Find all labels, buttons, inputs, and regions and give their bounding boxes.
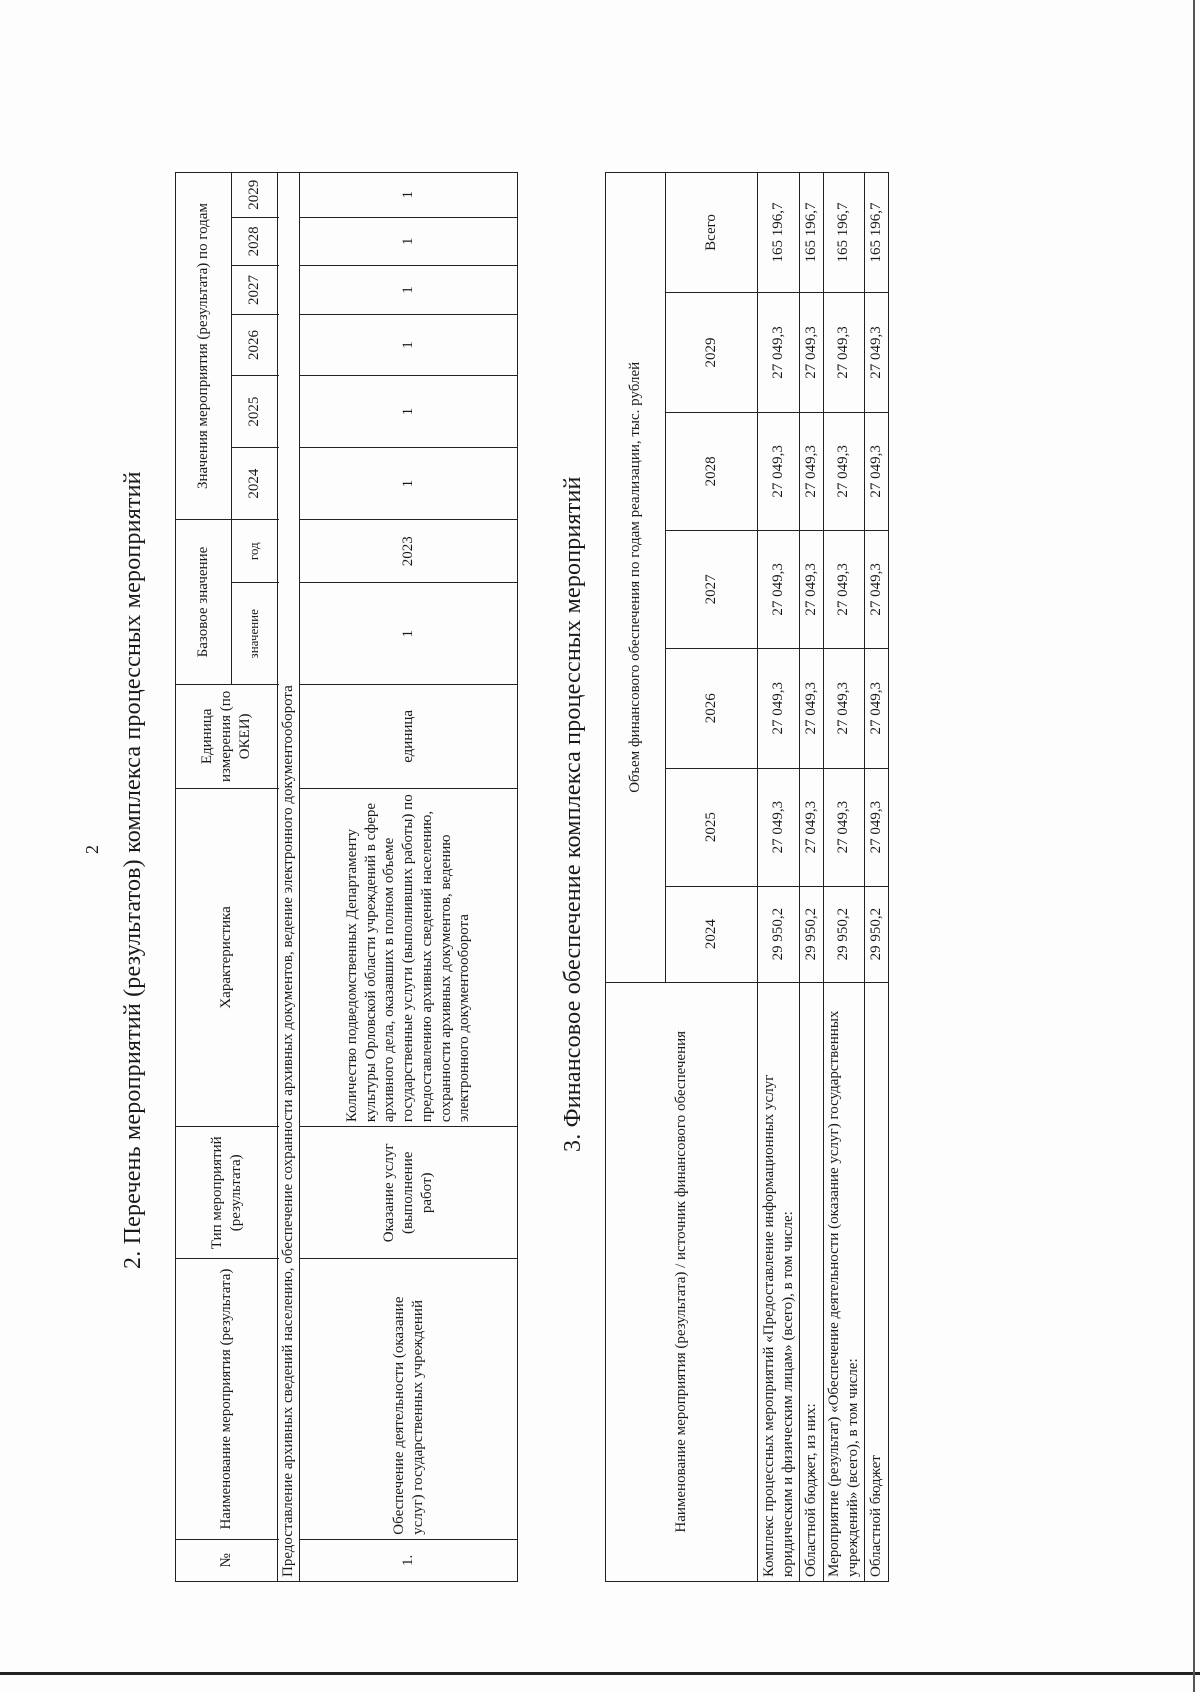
fin-header-volume: Объем финансового обеспечения по годам реализации, тыс. рублей [606, 173, 666, 983]
fin-row-value: 27 049,3 [824, 768, 865, 886]
scan-edge-bottom [0, 1672, 1200, 1675]
fin-row-value: 27 049,3 [824, 293, 865, 413]
fin-row-name: Областной бюджет, из них: [800, 982, 824, 1581]
row-base-year: 2023 [300, 520, 518, 583]
fin-row-value: 27 049,3 [864, 293, 888, 413]
fin-row-name: Комплекс процессных мероприятий «Предоставление информационных услуг юридическим и физическим лицам» (всего), в том числе: [758, 982, 800, 1581]
header-year-2026: 2026 [232, 314, 278, 375]
fin-header-year-2024: 2024 [666, 886, 758, 982]
fin-header-year-2028: 2028 [666, 412, 758, 530]
row-value-2024: 1 [300, 448, 518, 520]
row-num: 1. [300, 1539, 518, 1581]
fin-row-value: 27 049,3 [758, 293, 800, 413]
section-2-title: 2. Перечень мероприятий (результатов) комплекса процессных мероприятий [120, 471, 146, 1269]
header-base-value-year: год [232, 520, 278, 583]
table-row [864, 173, 888, 1582]
header-base-value: Базовое значение [176, 520, 232, 685]
fin-header-year-2025: 2025 [666, 768, 758, 886]
fin-header-name: Наименование мероприятия (результата) / источник финансового обеспечения [606, 982, 758, 1581]
header-characteristic: Характеристика [176, 788, 278, 1126]
fin-row-value: 27 049,3 [824, 530, 865, 648]
fin-row-name: Областной бюджет [864, 982, 888, 1581]
header-values-by-year: Значения мероприятия (результата) по годам [176, 173, 232, 520]
row-unit: единица [300, 685, 518, 789]
fin-row-value: 27 049,3 [864, 530, 888, 648]
header-type: Тип мероприятий (результата) [176, 1127, 278, 1259]
row-value-2026: 1 [300, 314, 518, 375]
fin-row-value: 29 950,2 [824, 886, 865, 982]
fin-row-value: 29 950,2 [758, 886, 800, 982]
header-name: Наименование мероприятия (результата) [176, 1259, 278, 1539]
fin-row-total: 165 196,7 [864, 173, 888, 293]
fin-row-value: 27 049,3 [758, 530, 800, 648]
fin-header-year-2027: 2027 [666, 530, 758, 648]
fin-row-value: 27 049,3 [800, 768, 824, 886]
fin-row-value: 27 049,3 [824, 412, 865, 530]
activities-table [175, 172, 518, 1582]
fin-row-value: 27 049,3 [864, 412, 888, 530]
fin-row-value: 27 049,3 [864, 648, 888, 768]
fin-row-value: 27 049,3 [758, 648, 800, 768]
fin-row-value: 27 049,3 [800, 293, 824, 413]
table-row [824, 173, 865, 1582]
fin-row-value: 29 950,2 [864, 886, 888, 982]
row-type: Оказание услуг (выполнение работ) [300, 1127, 518, 1259]
header-year-2029: 2029 [232, 173, 278, 218]
table-row [300, 173, 518, 1582]
row-value-2027: 1 [300, 266, 518, 315]
row-value-2025: 1 [300, 376, 518, 448]
fin-row-value: 29 950,2 [800, 886, 824, 982]
fin-row-value: 27 049,3 [758, 768, 800, 886]
header-year-2025: 2025 [232, 376, 278, 448]
fin-row-value: 27 049,3 [800, 648, 824, 768]
page-number: 2 [82, 845, 102, 854]
header-year-2028: 2028 [232, 217, 278, 266]
header-base-value-value: значение [232, 583, 278, 685]
header-year-2024: 2024 [232, 448, 278, 520]
table-row [758, 173, 800, 1582]
fin-row-value: 27 049,3 [800, 412, 824, 530]
fin-row-value: 27 049,3 [864, 768, 888, 886]
row-characteristic: Количество подведомственных Департаменту культуры Орловской области учреждений в сфере архивного дела, оказавших в полном объеме государственные услуги (выполнивших работы) по предоставлению архивных сведений населению, сохранности архивных документов, ведению электронного документооборота [300, 788, 518, 1126]
fin-row-total: 165 196,7 [758, 173, 800, 293]
row-name: Обеспечение деятельности (оказание услуг) государственных учреждений [300, 1259, 518, 1539]
header-num: № [176, 1539, 278, 1581]
header-year-2027: 2027 [232, 266, 278, 315]
row-value-2029: 1 [300, 173, 518, 218]
fin-row-value: 27 049,3 [824, 648, 865, 768]
fin-row-name: Мероприятие (результат) «Обеспечение деятельности (оказание услуг) государственных учреждений» (всего), в том числе: [824, 982, 865, 1581]
fin-row-value: 27 049,3 [758, 412, 800, 530]
table-row [800, 173, 824, 1582]
section-3-title: 3. Финансовое обеспечение комплекса процессных мероприятий [560, 476, 586, 1152]
fin-header-total: Всего [666, 173, 758, 293]
scan-edge-right [1193, 0, 1195, 1692]
fin-row-total: 165 196,7 [824, 173, 865, 293]
row-base-value: 1 [300, 583, 518, 685]
task-row: Предоставление архивных сведений населению, обеспечение сохранности архивных документов, ведение электронного документооборота [278, 173, 300, 1582]
row-value-2028: 1 [300, 217, 518, 266]
fin-row-total: 165 196,7 [800, 173, 824, 293]
fin-row-value: 27 049,3 [800, 530, 824, 648]
financing-table [605, 172, 889, 1582]
fin-header-year-2026: 2026 [666, 648, 758, 768]
header-unit: Единица измерения (по ОКЕИ) [176, 685, 278, 789]
fin-header-year-2029: 2029 [666, 293, 758, 413]
